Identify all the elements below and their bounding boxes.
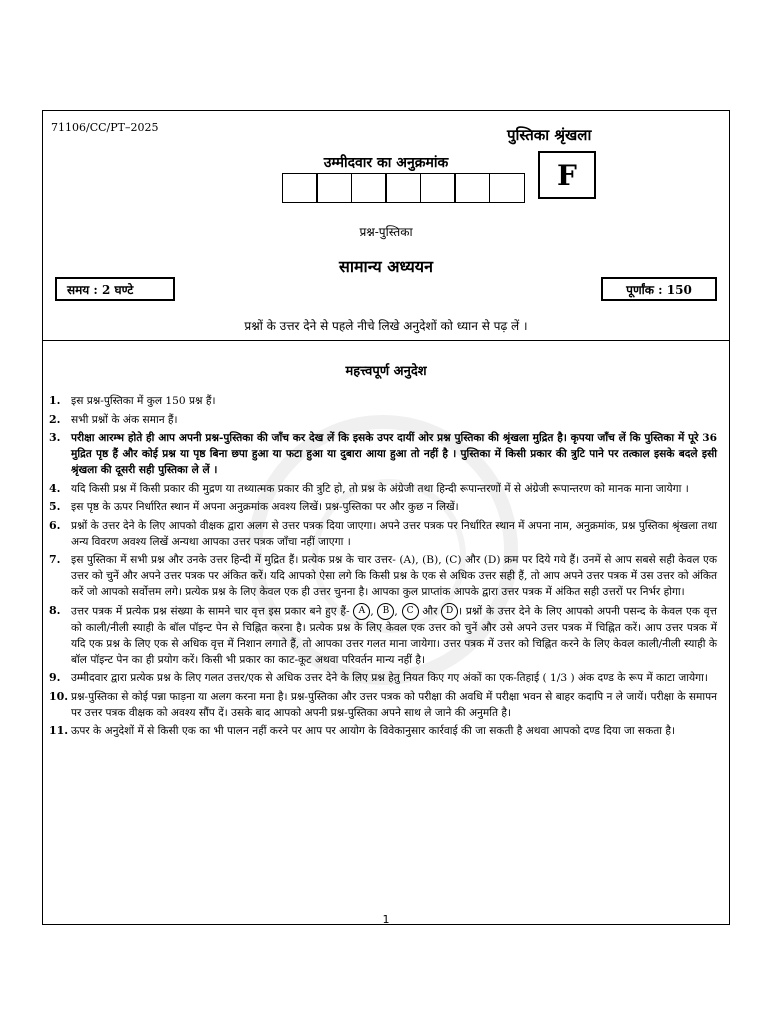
instruction-item: 11. ऊपर के अनुदेशों में से किसी एक का भी पालन नहीं करने पर आप पर आयोग के विवेकानुसार कार्रवाई की जा सकती है अथवा आपको दण्ड दिया जा सकता है। (49, 724, 676, 737)
instruction-item: 7. इस पुस्तिका में सभी प्रश्न और उनके उत्तर हिन्दी में मुद्रित हैं। प्रत्येक प्रश्न के चार उत्तर- (A), (B), (C) और (D) क्रम पर दिये गये हैं। उनमें से आप सबसे सही केवल एक उत्तर को चुनें और अपने उत्तर पत्रक पर अंकित करें। यदि आपको ऐसा लगे कि किसी प्रश्न के एक से अधिक उत्तर सही हैं, तो आप अपने उत्तर पत्रक में उस उत्तर को अंकित करें जो आपको सर्वोत्तम लगे। प्रत्येक प्रश्न के लिए केवल एक ही उत्तर चुनना है। आपका कुल प्राप्तांक आपके द्वारा उत्तर पत्रक में अंकित सही उत्तरों पर निर्भर होगा। (49, 553, 717, 598)
roll-number-label: उम्मीदवार का अनुक्रमांक (323, 155, 449, 171)
time-box: समय : 2 घण्टे (55, 277, 175, 301)
question-booklet-cover (42, 110, 730, 925)
instruction-item: 9. उम्मीदवार द्वारा प्रत्येक प्रश्न के लिए गलत उत्तर/एक से अधिक उत्तर देने के लिए प्रश्न हेतु नियत किए गए अंकों का एक-तिहाई ( 1/3 ) अंक दण्ड के रूप में काटा जायेगा। (49, 671, 708, 684)
roll-digit-box (420, 173, 456, 203)
roll-digit-box (385, 173, 421, 203)
instructions-section (43, 341, 729, 742)
instruction-item: 4. यदि किसी प्रश्न में किसी प्रकार की मुद्रण या तथ्यात्मक प्रकार की त्रुटि हो, तो प्रश्न के अंग्रेजी तथा हिन्दी रूपान्तरणों में से अंग्रेजी रूपान्तरण को मानक माना जायेगा । (49, 481, 689, 495)
roll-digit-box (454, 173, 490, 203)
answer-circle-c: C (402, 603, 419, 620)
instruction-item: 1. इस प्रश्न-पुस्तिका में कुल 150 प्रश्न हैं। (49, 394, 216, 407)
roll-digit-box (282, 173, 318, 203)
marks-box: पूर्णांक : 150 (601, 277, 717, 301)
answer-circle-d: D (441, 603, 458, 620)
instruction-item: 8. उत्तर पत्रक में प्रत्येक प्रश्न संख्या के सामने चार वृत्त इस प्रकार बने हुए हैं- A , B , C और D । प्रश्नों के उत्तर देने के लिए आपको अपनी पसन्द के केवल एक वृत्त को काली/नीली स्याही के बॉल पॉइन्ट पेन से चिह्नित करना है। प्रत्येक प्रश्न के लिए केवल एक उत्तर को चुनें और उसे अपने उत्तर पत्रक में चिह्नित करें। आप उत्तर पत्रक में यदि एक प्रश्न के लिए एक से अधिक वृत्त में निशान लगाते हैं, तो आपका उत्तर गलत माना जायेगा। उत्तर पत्रक में उत्तर को चिह्नित करने के लिए केवल काली/नीली स्याही के बॉल पॉइन्ट पेन का ही प्रयोग करें। किसी भी प्रकार का काट-कूट अथवा परिवर्तन मान्य नहीं है। (49, 603, 717, 666)
instructions-list (43, 393, 729, 739)
subject-title: सामान्य अध्ययन (339, 257, 433, 276)
series-label: पुस्तिका श्रृंखला (507, 126, 592, 144)
pre-instruction-note: प्रश्नों के उत्तर देने से पहले नीचे लिखे अनुदेशों को ध्यान से पढ़ लें । (244, 319, 528, 333)
answer-circle-b: B (377, 603, 394, 620)
answer-circle-a: A (353, 603, 370, 620)
instruction-item: 2. सभी प्रश्नों के अंक समान हैं। (49, 412, 178, 426)
series-value-box: F (538, 151, 596, 199)
booklet-label: प्रश्न-पुस्तिका (359, 225, 413, 239)
instruction-item: 3. परीक्षा आरम्भ होते ही आप अपनी प्रश्न-पुस्तिका की जाँच कर देख लें कि इसके उपर दायीं ओर प्रश्न पुस्तिका की श्रृंखला मुद्रित है। कृपया जाँच लें कि पुस्तिका में पूरे 36 मुद्रित पृष्ठ हैं और कोई प्रश्न या पृष्ठ बिना छपा हुआ या फटा हुआ या दुबारा आया हुआ तो नहीं है । पुस्तिका में किसी प्रकार की त्रुटि पाने पर तत्काल इसके बदले इसी श्रृंखला की दूसरी सही पुस्तिका ले लें । (49, 431, 717, 476)
roll-digit-box (489, 173, 525, 203)
cover-header (43, 111, 729, 341)
instruction-item: 5. इस पृष्ठ के ऊपर निर्धारित स्थान में अपना अनुक्रमांक अवश्य लिखें। प्रश्न-पुस्तिका पर और कुछ न लिखें। (49, 500, 459, 513)
instruction-item: 10. प्रश्न-पुस्तिका से कोई पन्ना फाड़ना या अलग करना मना है। प्रश्न-पुस्तिका और उत्तर पत्रक को परीक्षा की अवधि में परीक्षा भवन से बाहर कदापि न ले जायें। परीक्षा के समापन पर उत्तर पत्रक वीक्षक को अवश्य सौंप दें। उसके बाद आपको अपनी प्रश्न-पुस्तिका अपने साथ ले जाने की अनुमति है। (49, 689, 717, 719)
roll-digit-box (316, 173, 352, 203)
instructions-title: महत्त्वपूर्ण अनुदेश (345, 364, 427, 379)
booklet-code: 71106/CC/PT–2025 (51, 121, 159, 134)
page-number: 1 (382, 913, 390, 926)
roll-digit-box (351, 173, 387, 203)
roll-number-boxes (283, 173, 525, 203)
instruction-item: 6. प्रश्नों के उत्तर देने के लिए आपको वीक्षक द्वारा अलग से उत्तर पत्रक दिया जाएगा। अपने उत्तर पत्रक पर निर्धारित स्थान में अपना नाम, अनुक्रमांक, प्रश्न पुस्तिका श्रृंखला तथा अन्य विवरण अवश्य लिखें अन्यथा आपका उत्तर पत्रक जाँचा नहीं जाएगा । (49, 518, 717, 548)
